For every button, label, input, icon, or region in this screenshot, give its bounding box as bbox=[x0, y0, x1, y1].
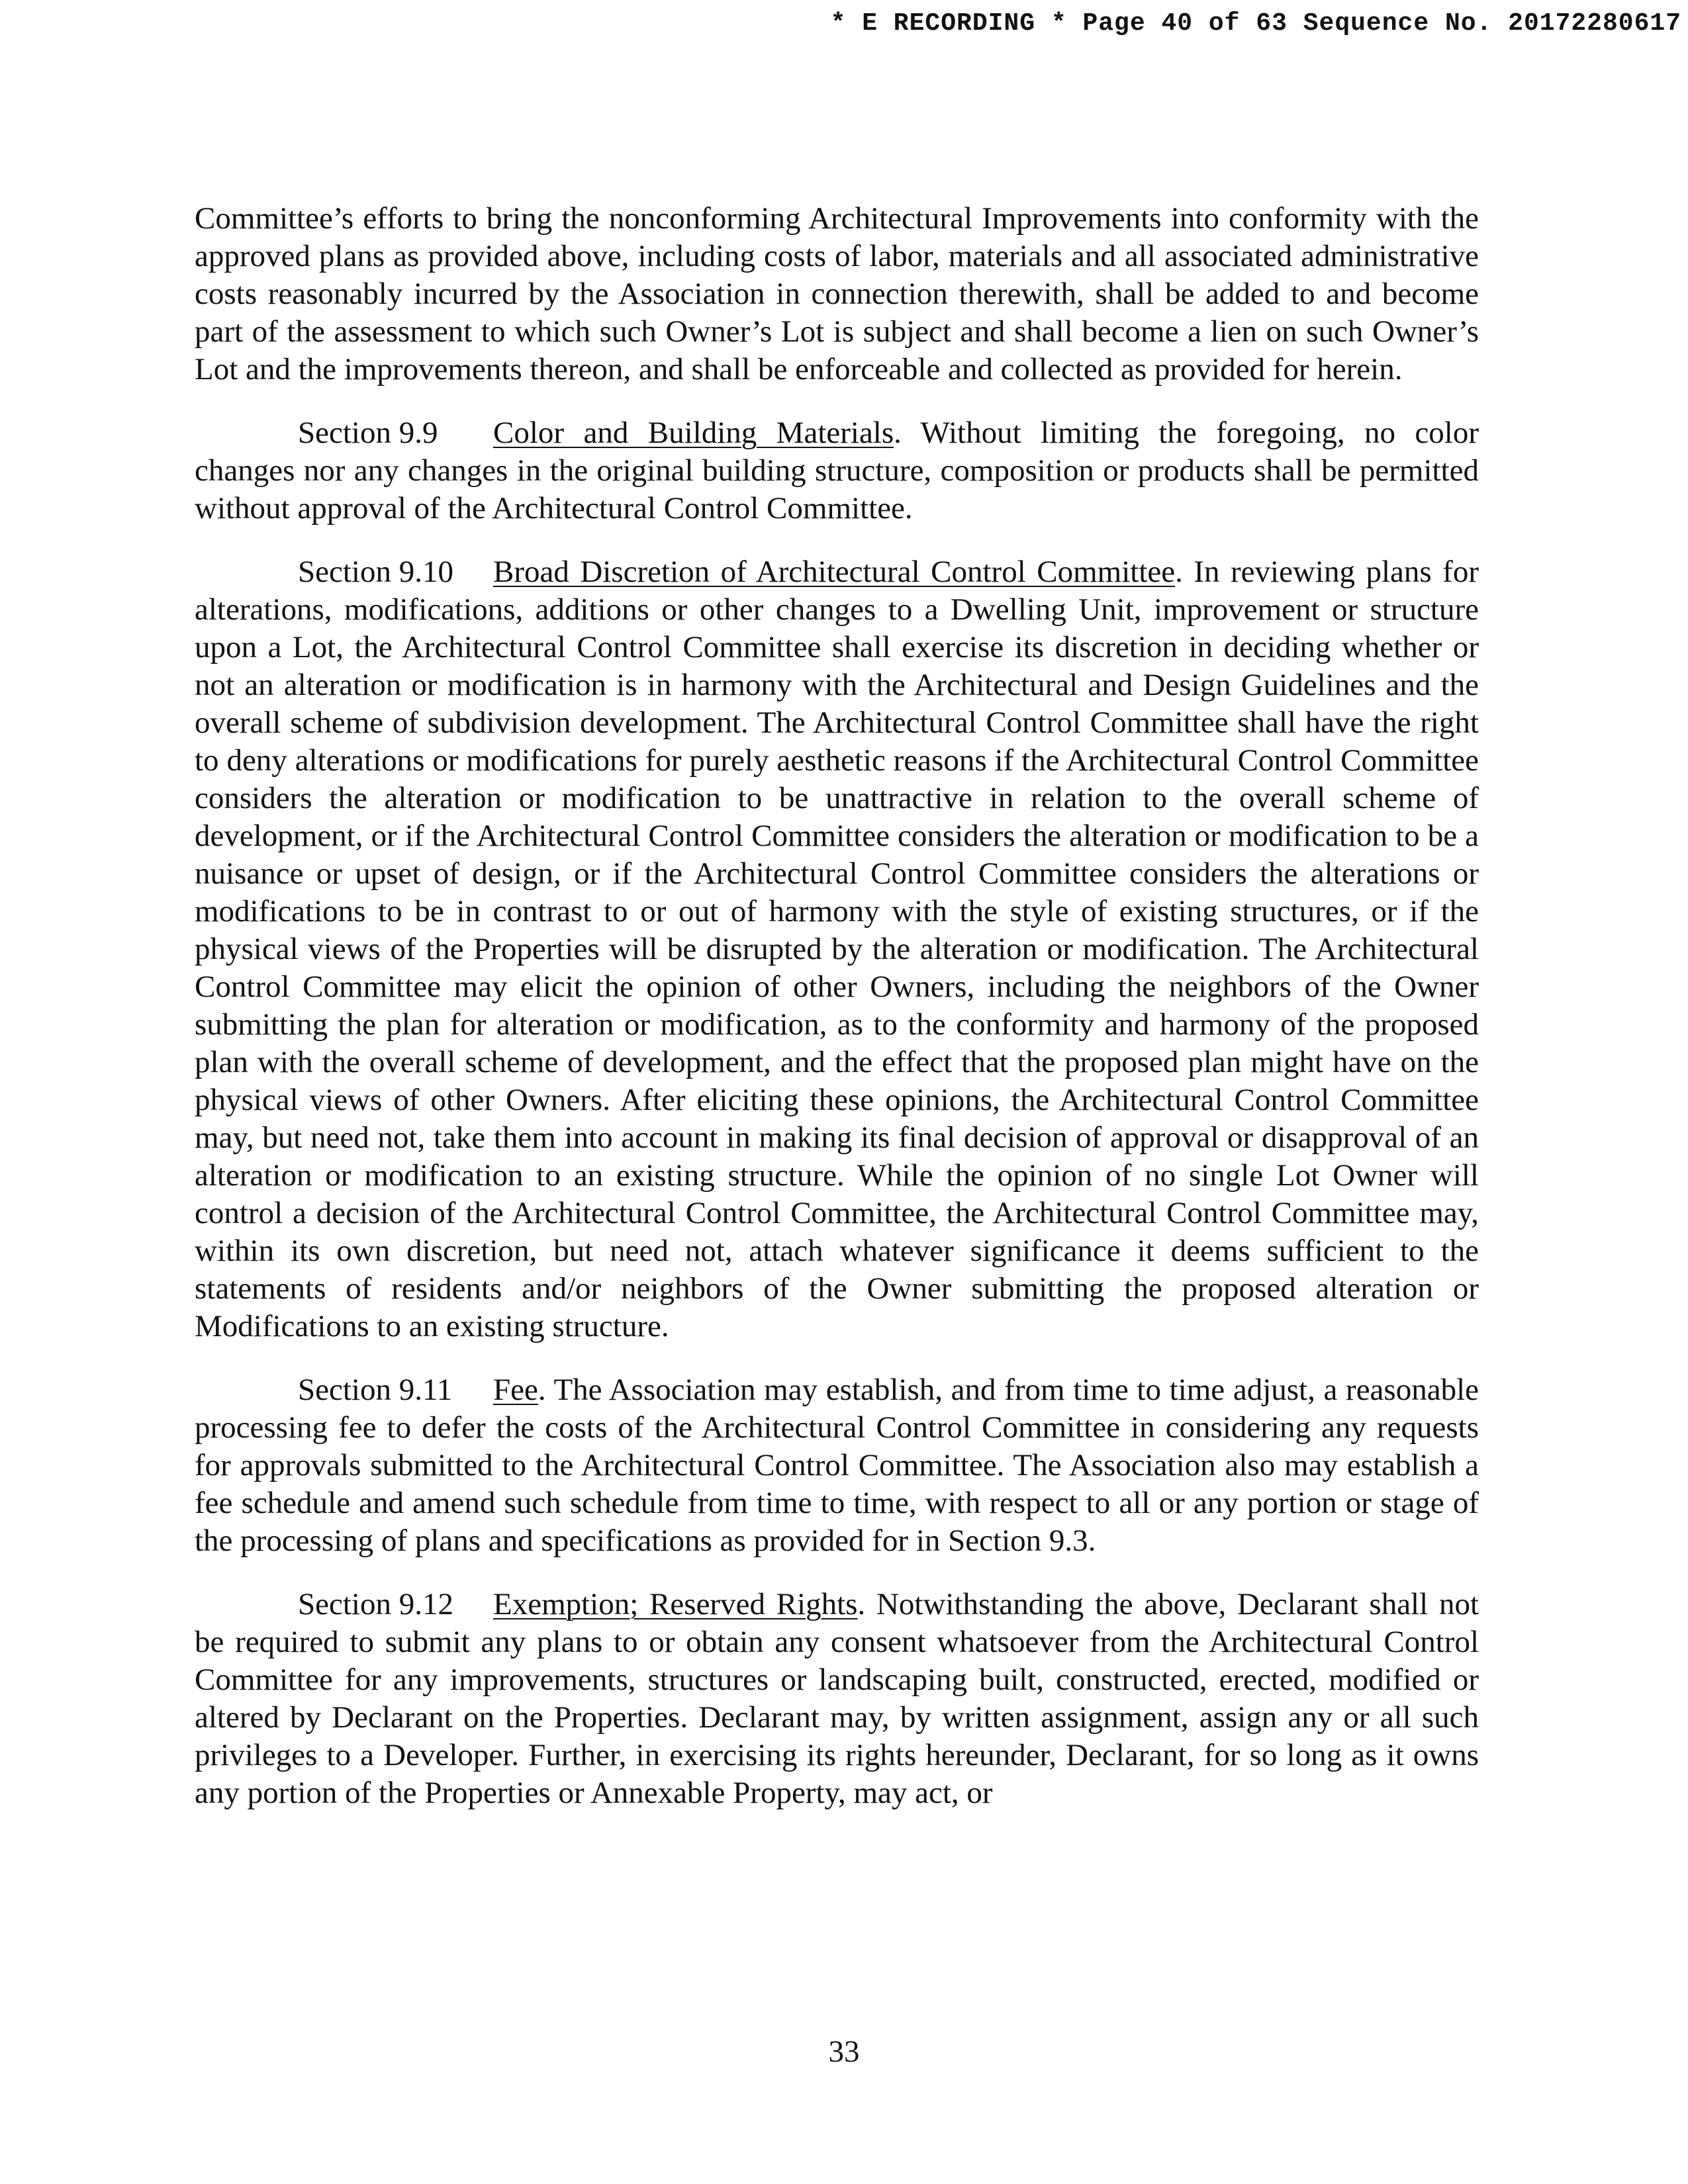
section-body: . Without limiting the foregoing, no color changes nor any changes in the original building structure, composition or products shall be permitted without approval of the Architectural Control Committee. bbox=[195, 416, 1479, 525]
section-body: . Notwithstanding the above, Declarant shall not be required to submit any plans to or obtain any consent whatsoever from the Architectural Control Committee for any improvements, structures or landscaping built, constructed, erected, modified or altered by Declarant on the Properties. Declarant may, by written assignment, assign any or all such privileges to a Developer. Further, in exercising its rights hereunder, Declarant, for so long as it owns any portion of the Properties or Annexable Property, may act, or bbox=[195, 1587, 1479, 1810]
document-body bbox=[195, 200, 1479, 1838]
section-number: Section 9.12 bbox=[298, 1587, 453, 1621]
section-body: . In reviewing plans for alterations, modifications, additions or other changes to a Dwelling Unit, improvement or structure upon a Lot, the Architectural Control Committee shall exercise its discretion in deciding whether or not an alteration or modification is in harmony with the Architectural and Design Guidelines and the overall scheme of subdivision development. The Architectural Control Committee shall have the right to deny alterations or modifications for purely aesthetic reasons if the Architectural Control Committee considers the alteration or modification to be unattractive in relation to the overall scheme of development, or if the Architectural Control Committee considers the alteration or modification to be a nuisance or upset of design, or if the Architectural Control Committee considers the alterations or modifications to be in contrast to or out of harmony with the style of existing structures, or if the physical views of the Properties will be disrupted by the alteration or modification. The Architectural Control Committee may elicit the opinion of other Owners, including the neighbors of the Owner submitting the plan for alteration or modification, as to the conformity and harmony of the proposed plan with the overall scheme of development, and the effect that the proposed plan might have on the physical views of other Owners. After eliciting these opinions, the Architectural Control Committee may, but need not, take them into account in making its final decision of approval or disapproval of an alteration or modification to an existing structure. While the opinion of no single Lot Owner will control a decision of the Architectural Control Committee, the Architectural Control Committee may, within its own discretion, but need not, attach whatever significance it deems sufficient to the statements of residents and/or neighbors of the Owner submitting the proposed alteration or Modifications to an existing structure. bbox=[195, 555, 1479, 1343]
section-heading: Fee bbox=[493, 1373, 538, 1407]
recording-header-stamp: * E RECORDING * Page 40 of 63 Sequence No. 20172280617 bbox=[830, 9, 1681, 38]
section-9-12 bbox=[195, 1586, 1479, 1812]
section-9-9 bbox=[195, 414, 1479, 527]
section-number: Section 9.9 bbox=[298, 416, 438, 450]
section-number: Section 9.10 bbox=[298, 555, 453, 589]
section-heading: Exemption; Reserved Rights bbox=[493, 1587, 858, 1621]
section-9-11 bbox=[195, 1371, 1479, 1560]
section-heading: Color and Building Materials bbox=[493, 416, 894, 450]
page-number: 33 bbox=[828, 2034, 860, 2069]
paragraph-continued: Committee’s efforts to bring the nonconforming Architectural Improvements into conformity with the approved plans as provided above, including costs of labor, materials and all associated administrative costs reasonably incurred by the Association in connection therewith, shall be added to and become part of the assessment to which such Owner’s Lot is subject and shall become a lien on such Owner’s Lot and the improvements thereon, and shall be enforceable and collected as provided for herein. bbox=[195, 201, 1479, 387]
section-9-10 bbox=[195, 553, 1479, 1345]
section-heading: Broad Discretion of Architectural Control Committee bbox=[493, 555, 1176, 589]
section-number: Section 9.11 bbox=[298, 1373, 453, 1407]
section-body: . The Association may establish, and from time to time adjust, a reasonable processing fee to defer the costs of the Architectural Control Committee in considering any requests for approvals submitted to the Architectural Control Committee. The Association also may establish a fee schedule and amend such schedule from time to time, with respect to all or any portion or stage of the processing of plans and specifications as provided for in Section 9.3. bbox=[195, 1373, 1479, 1558]
